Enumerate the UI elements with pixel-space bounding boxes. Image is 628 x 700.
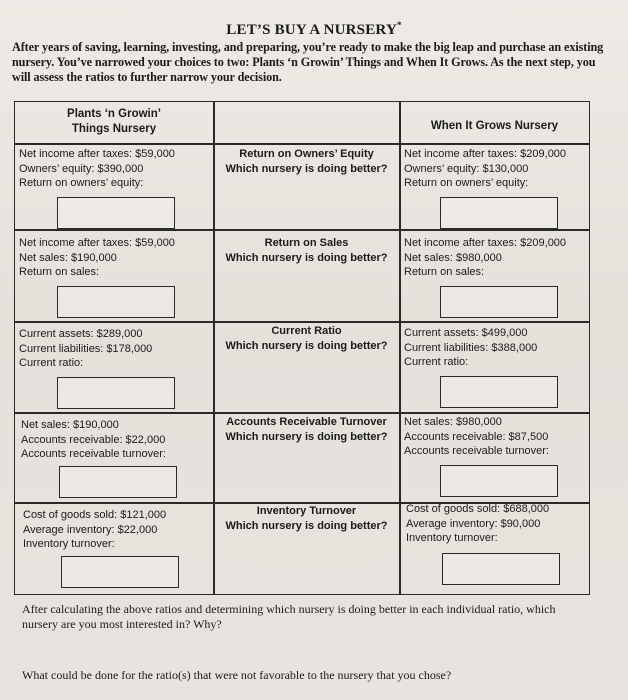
ratio-label-roe: Return on Owners’ Equity Which nursery is doing better?	[225, 148, 388, 175]
question-most-interested: After calculating the above ratios and determining which nursery is doing better in each individual ratio, which nursery are you most interested in? Why?	[22, 602, 556, 631]
left-cell-ros: Net income after taxes: $59,000 Net sales: $190,000 Return on sales:	[19, 237, 175, 278]
left-cell-ar-turnover: Net sales: $190,000 Accounts receivable: $22,000 Accounts receivable turnover:	[21, 419, 166, 460]
table-divider	[399, 102, 401, 594]
page-title: LET’S BUY A NURSERY*	[226, 20, 402, 38]
header-when-it-grows: When It Grows Nursery	[430, 120, 559, 132]
answer-box-right-ar-turnover[interactable]	[440, 465, 558, 497]
table-divider	[15, 143, 589, 145]
table-divider	[15, 412, 589, 414]
ratio-label-ar-turnover: Accounts Receivable Turnover Which nursery is doing better?	[225, 416, 388, 443]
answer-box-left-current-ratio[interactable]	[57, 377, 175, 409]
right-cell-roe: Net income after taxes: $209,000 Owners’ equity: $130,000 Return on owners’ equity:	[404, 148, 567, 189]
ratio-label-inventory-turnover: Inventory Turnover Which nursery is doing better?	[225, 505, 388, 532]
left-cell-current-ratio: Current assets: $289,000 Current liabilities: $178,000 Current ratio:	[19, 328, 153, 369]
answer-box-left-ros[interactable]	[57, 286, 175, 318]
answer-box-right-roe[interactable]	[440, 197, 558, 229]
left-cell-inventory-turnover: Cost of goods sold: $121,000 Average inventory: $22,000 Inventory turnover:	[23, 509, 167, 550]
ratio-label-ros: Return on Sales Which nursery is doing better?	[225, 237, 388, 264]
intro-paragraph: After years of saving, learning, investing, and preparing, you’re ready to make the big leap and purchase an existing nursery. You’ve narrowed your choices to two: Plants ‘n Growin’ Things and When It Grows. As the next step, you will assess the ratios to further narrow your decision.	[12, 40, 604, 84]
answer-box-left-ar-turnover[interactable]	[59, 466, 177, 498]
right-cell-ar-turnover: Net sales: $980,000 Accounts receivable: $87,500 Accounts receivable turnover:	[404, 416, 549, 457]
right-cell-inventory-turnover: Cost of goods sold: $688,000 Average inventory: $90,000 Inventory turnover:	[406, 503, 550, 544]
right-cell-ros: Net income after taxes: $209,000 Net sales: $980,000 Return on sales:	[404, 237, 567, 278]
answer-box-right-current-ratio[interactable]	[440, 376, 558, 408]
answer-box-right-inventory-turnover[interactable]	[442, 553, 560, 585]
answer-box-left-roe[interactable]	[57, 197, 175, 229]
ratio-table	[14, 101, 590, 595]
header-plants-nursery: Plants ‘n Growin’ Things Nursery	[67, 108, 161, 135]
ratio-label-current-ratio: Current Ratio Which nursery is doing better?	[225, 325, 388, 352]
table-divider	[15, 321, 589, 323]
left-cell-roe: Net income after taxes: $59,000 Owners’ equity: $390,000 Return on owners’ equity:	[19, 148, 175, 189]
right-cell-current-ratio: Current assets: $499,000 Current liabilities: $388,000 Current ratio:	[404, 327, 538, 368]
answer-box-right-ros[interactable]	[440, 286, 558, 318]
answer-box-left-inventory-turnover[interactable]	[61, 556, 179, 588]
table-divider	[15, 229, 589, 231]
question-unfavorable-ratios: What could be done for the ratio(s) that were not favorable to the nursery that you chose?	[22, 668, 452, 682]
